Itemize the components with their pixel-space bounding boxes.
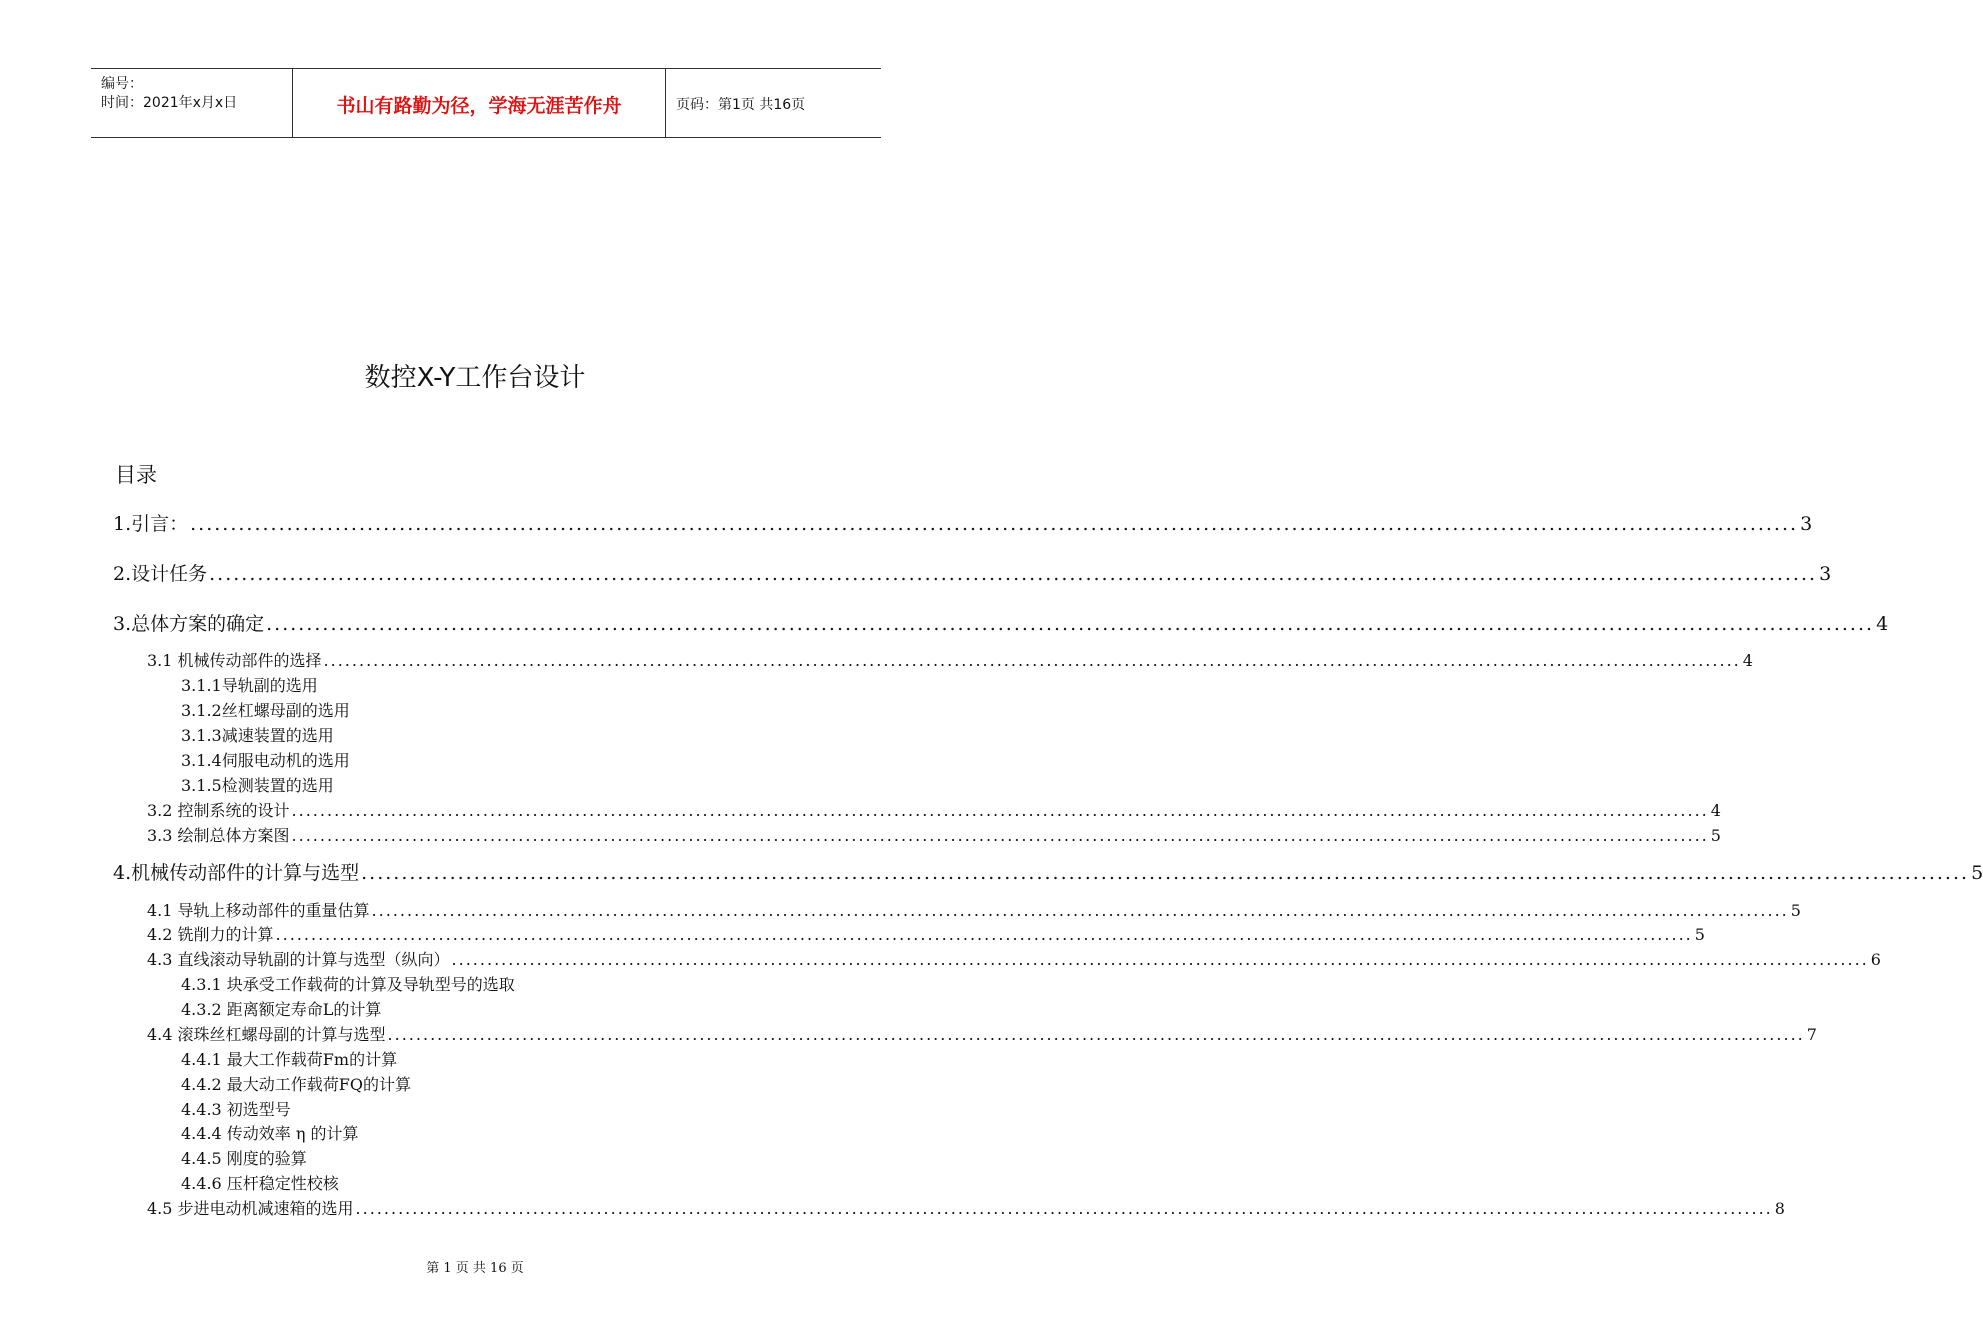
toc-item-label: 3.1.1导轨副的选用 (181, 676, 318, 695)
toc-item-label: 3.2 控制系统的设计 (147, 801, 290, 820)
header-page-cell (666, 69, 881, 137)
toc-item[interactable] (147, 1022, 1817, 1044)
document-time-label: 时间：2021年x月x日 (101, 95, 238, 111)
toc-item-label: 4.2 铣削力的计算 (147, 925, 274, 944)
toc-item-page: 5 (1710, 826, 1721, 845)
toc-item-label: 3.1.4伺服电动机的选用 (181, 751, 350, 770)
page-footer: 第 1 页 共 16 页 (426, 1261, 524, 1276)
toc-item-page: 5 (1694, 925, 1705, 944)
toc-item-label: 4.4.5 刚度的验算 (181, 1149, 307, 1168)
toc-item[interactable] (147, 947, 1881, 969)
toc-item[interactable] (181, 773, 775, 795)
toc-leader: ........................................................................................................................................................................................................ (387, 1025, 1805, 1044)
toc-item-label: 4.4 滚珠丝杠螺母副的计算与选型 (147, 1025, 386, 1044)
toc-item-label: 4.5 步进电动机减速箱的选用 (147, 1199, 354, 1218)
toc-item-label: 3.总体方案的确定 (113, 613, 265, 635)
toc-item-page: 4 (1710, 801, 1721, 820)
toc-item-label: 3.1.3减速装置的选用 (181, 726, 334, 745)
toc-item[interactable] (147, 823, 1721, 845)
toc-item[interactable] (147, 648, 1753, 670)
toc-item-label: 3.3 绘制总体方案图 (147, 826, 290, 845)
toc-leader: ........................................................................................................................................................................................................ (355, 1199, 1773, 1218)
toc-item[interactable] (113, 559, 1832, 585)
toc-item[interactable] (181, 698, 775, 720)
toc-leader: ........................................................................................................................................................................................................ (361, 862, 1970, 884)
header-motto-cell (293, 69, 666, 137)
toc-item-label: 4.4.2 最大动工作载荷FQ的计算 (181, 1075, 412, 1094)
toc-item[interactable] (181, 997, 775, 1019)
toc-item[interactable] (147, 922, 1705, 944)
toc-item-label: 3.1.5检测装置的选用 (181, 776, 334, 795)
toc-item[interactable] (181, 748, 775, 770)
header-page-info: 页码：第1页 共16页 (676, 97, 806, 113)
toc-leader: ........................................................................................................................................................................................................ (291, 826, 1709, 845)
toc-item-page: 6 (1870, 950, 1881, 969)
toc-item[interactable] (113, 609, 1889, 635)
toc-leader: ........................................................................................................................................................................................................ (371, 901, 1789, 920)
toc-item[interactable] (181, 1146, 775, 1168)
toc-item-label: 2.设计任务 (113, 563, 208, 585)
toc-item-page: 4 (1876, 613, 1889, 635)
toc-item-label: 4.4.4 传动效率 η 的计算 (181, 1124, 359, 1143)
toc-heading: 目录 (115, 463, 157, 487)
toc-item[interactable] (181, 972, 775, 994)
toc-leader: ........................................................................................................................................................................................................ (323, 651, 1741, 670)
toc-leader: ........................................................................................................................................................................................................ (275, 925, 1693, 944)
toc-item[interactable] (147, 798, 1721, 820)
toc-item[interactable] (181, 1072, 775, 1094)
toc-item-label: 1.引言： (113, 513, 189, 535)
toc-item-page: 4 (1742, 651, 1753, 670)
toc-item-label: 4.3.1 块承受工作载荷的计算及导轨型号的选取 (181, 975, 515, 994)
toc-item-label: 4.4.6 压杆稳定性校核 (181, 1174, 339, 1193)
toc-leader: ........................................................................................................................................................................................................ (451, 950, 1869, 969)
toc-item-label: 4.4.3 初选型号 (181, 1100, 291, 1119)
toc-item-page: 5 (1790, 901, 1801, 920)
toc-item-page: 3 (1819, 563, 1832, 585)
toc-item[interactable] (147, 1196, 1785, 1218)
toc-item[interactable] (181, 1097, 775, 1119)
toc-item-page: 8 (1774, 1199, 1785, 1218)
toc-leader: ........................................................................................................................................................................................................ (209, 563, 1818, 585)
toc-item[interactable] (181, 1121, 775, 1143)
toc-item-label: 3.1.2丝杠螺母副的选用 (181, 701, 350, 720)
toc-item[interactable] (181, 1171, 775, 1193)
toc-item[interactable] (181, 1047, 775, 1069)
toc-item-label: 4.4.1 最大工作载荷Fm的计算 (181, 1050, 398, 1069)
toc-leader: ........................................................................................................................................................................................................ (266, 613, 1875, 635)
toc-item-label: 4.机械传动部件的计算与选型 (113, 862, 360, 884)
page-header (91, 68, 881, 138)
toc-item-label: 3.1 机械传动部件的选择 (147, 651, 322, 670)
header-meta-cell (91, 69, 293, 137)
toc-item[interactable] (147, 898, 1801, 920)
toc-leader: ........................................................................................................................................................................................................ (190, 513, 1799, 535)
toc-leader: ........................................................................................................................................................................................................ (291, 801, 1709, 820)
toc-item-page: 7 (1806, 1025, 1817, 1044)
toc-item-label: 4.1 导轨上移动部件的重量估算 (147, 901, 370, 920)
document-number-label: 编号： (101, 76, 143, 92)
toc-item-page: 3 (1800, 513, 1813, 535)
toc-item-label: 4.3.2 距离额定寿命L的计算 (181, 1000, 382, 1019)
toc-item[interactable] (181, 723, 775, 745)
toc-item-label: 4.3 直线滚动导轨副的计算与选型（纵向） (147, 950, 450, 969)
header-motto: 书山有路勤为径，学海无涯苦作舟 (336, 95, 622, 117)
toc-item-page: 5 (1971, 862, 1983, 884)
document-title: 数控X-Y工作台设计 (364, 363, 586, 393)
toc-item[interactable] (113, 858, 1983, 884)
toc-item[interactable] (113, 509, 1813, 535)
toc-item[interactable] (181, 673, 775, 695)
